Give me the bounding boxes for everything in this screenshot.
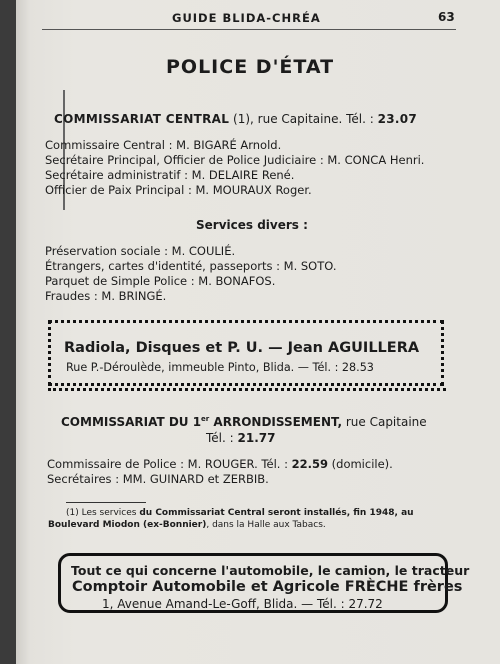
staff-line: Commissaire Central : M. BIGARÉ Arnold. (45, 138, 282, 152)
advertisement-freche-title: Comptoir Automobile et Agricole FRÈCHE frères (72, 579, 463, 595)
commissariat-central-address: (1), rue Capitaine. Tél. : (229, 112, 378, 126)
service-line: Étrangers, cartes d'identité, passeports : M. SOTO. (45, 259, 337, 273)
staff-line: Secrétaire Principal, Officier de Police Judiciaire : M. CONCA Henri. (45, 153, 425, 167)
service-line: Fraudes : M. BRINGÉ. (45, 289, 167, 303)
staff-line: Officier de Paix Principal : M. MOURAUX Roger. (45, 183, 312, 197)
service-line: Préservation sociale : M. COULIÉ. (45, 244, 236, 258)
secretaires-line: Secrétaires : MM. GUINARD et ZERBIB. (47, 472, 269, 486)
footnote-divider (66, 502, 146, 503)
commissariat-1er-tel: 21.77 (237, 431, 276, 445)
advertisement-freche-address: 1, Avenue Amand-Le-Goff, Blida. — Tél. : 27.72 (102, 597, 383, 611)
section-title: POLICE D'ÉTAT (166, 56, 335, 78)
commissariat-1er-tel-line: Tél. : 21.77 (206, 431, 276, 445)
services-divers-heading: Services divers : (196, 218, 308, 232)
running-header: GUIDE BLIDA-CHRÉA (172, 11, 321, 25)
staff-line: Secrétaire administratif : M. DELAIRE René. (45, 168, 295, 182)
commissariat-central-name: COMMISSARIAT CENTRAL (54, 112, 230, 126)
service-line: Parquet de Simple Police : M. BONAFOS. (45, 274, 276, 288)
page (16, 0, 500, 664)
footnote-line-2: Boulevard Miodon (ex-Bonnier), dans la Halle aux Tabacs. (48, 520, 326, 530)
commissaire-line: Commissaire de Police : M. ROUGER. Tél. : 22.59 (domicile). (47, 457, 393, 471)
dotted-divider (48, 388, 446, 391)
header-divider (42, 29, 456, 30)
advertisement-radiola-address: Rue P.-Déroulède, immeuble Pinto, Blida. — Tél. : 28.53 (66, 361, 374, 374)
commissariat-1er-address: rue Capitaine (342, 415, 427, 429)
commissariat-1er-name: COMMISSARIAT DU 1er ARRONDISSEMENT, (61, 415, 343, 429)
page-number: 63 (438, 10, 455, 24)
advertisement-freche-tagline: Tout ce qui concerne l'automobile, le camion, le tracteur (71, 563, 470, 578)
commissariat-central-heading (54, 112, 417, 126)
commissariat-central-tel: 23.07 (377, 112, 418, 126)
advertisement-radiola-title: Radiola, Disques et P. U. — Jean AGUILLERA (64, 340, 420, 356)
footnote-line-1: (1) Les services du Commissariat Central seront installés, fin 1948, au (66, 508, 414, 518)
commissariat-1er-heading (61, 415, 427, 429)
